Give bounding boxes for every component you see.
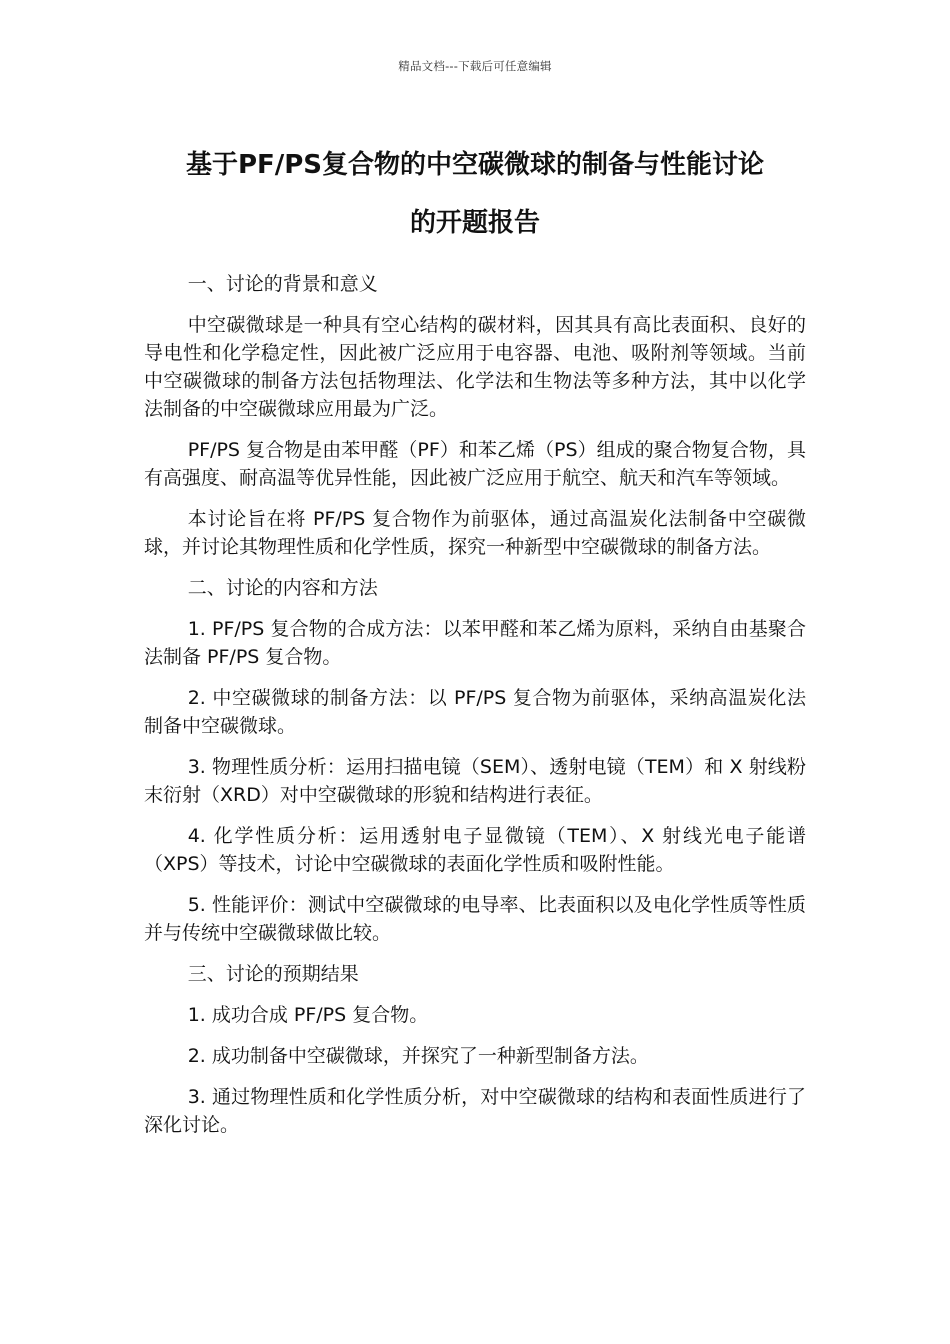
section-heading-results: 三、讨论的预期结果 (187, 963, 359, 985)
method-item-1: 1. PF/PS 复合物的合成方法：以苯甲醛和苯乙烯为原料，采纳自由基聚合法制备 PF/PS 复合物。 (144, 618, 806, 668)
section-heading-background: 一、讨论的背景和意义 (187, 273, 378, 295)
document-body (144, 270, 806, 1152)
section-heading-methods: 二、讨论的内容和方法 (187, 577, 378, 599)
method-item-5: 5. 性能评价：测试中空碳微球的电导率、比表面积以及电化学性质等性质并与传统中空碳微球做比较。 (144, 894, 806, 944)
document-title (130, 136, 820, 252)
result-item-3: 3. 通过物理性质和化学性质分析，对中空碳微球的结构和表面性质进行了深化讨论。 (144, 1086, 806, 1136)
method-item-4: 4. 化学性质分析：运用透射电子显微镜（TEM）、X 射线光电子能谱（XPS）等技术，讨论中空碳微球的表面化学性质和吸附性能。 (144, 825, 806, 875)
method-item-3: 3. 物理性质分析：运用扫描电镜（SEM）、透射电镜（TEM）和 X 射线粉末衍射（XRD）对中空碳微球的形貌和结构进行表征。 (144, 756, 806, 806)
method-item-2: 2. 中空碳微球的制备方法：以 PF/PS 复合物为前驱体，采纳高温炭化法制备中空碳微球。 (144, 687, 806, 737)
result-item-1: 1. 成功合成 PF/PS 复合物。 (187, 1004, 429, 1026)
result-item-2: 2. 成功制备中空碳微球，并探究了一种新型制备方法。 (187, 1045, 649, 1067)
paragraph-background-3: 本讨论旨在将 PF/PS 复合物作为前驱体，通过高温炭化法制备中空碳微球，并讨论其物理性质和化学性质，探究一种新型中空碳微球的制备方法。 (144, 508, 806, 558)
paragraph-background-2: PF/PS 复合物是由苯甲醛（PF）和苯乙烯（PS）组成的聚合物复合物，具有高强度、耐高温等优异性能，因此被广泛应用于航空、航天和汽车等领域。 (144, 439, 806, 489)
title-line-2: 的开题报告 (409, 208, 540, 238)
header-note: 精品文档---下载后可任意编辑 (398, 59, 552, 73)
title-line-1: 基于PF/PS复合物的中空碳微球的制备与性能讨论 (185, 150, 765, 180)
paragraph-background-1: 中空碳微球是一种具有空心结构的碳材料，因其具有高比表面积、良好的导电性和化学稳定性，因此被广泛应用于电容器、电池、吸附剂等领域。当前中空碳微球的制备方法包括物理法、化学法和生物法等多种方法，其中以化学法制备的中空碳微球应用最为广泛。 (144, 314, 806, 420)
